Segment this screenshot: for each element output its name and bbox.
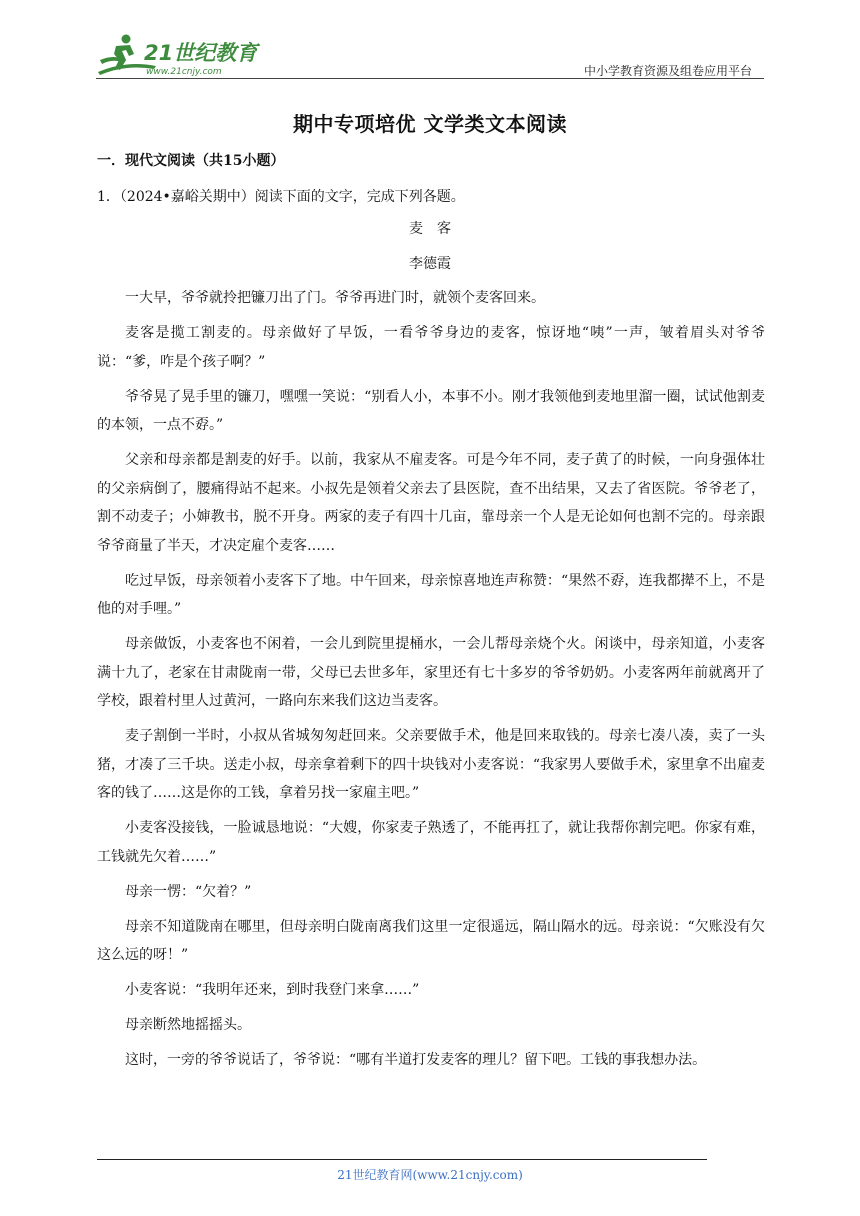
story-title: 麦 客 [409,221,451,237]
footer-link[interactable]: 21世纪教育网(www.21cnjy.com) [337,1168,523,1182]
paragraph: 吃过早饭，母亲领着小麦客下了地。中午回来，母亲惊喜地连声称赞：“果然不孬，连我都撵不上，不是他的对手哩。” [97,572,765,617]
paragraph: 小麦客没接钱，一脸诚恳地说：“大嫂，你家麦子熟透了，不能再扛了，就让我帮你割完吧。你家有难，工钱就先欠着……” [97,820,765,865]
story-body [97,284,765,1081]
paragraph: 父亲和母亲都是割麦的好手。以前，我家从不雇麦客。可是今年不同，麦子黄了的时候，一向身强体壮的父亲病倒了，腰痛得站不起来。小叔先是领着父亲去了县医院，查不出结果，又去了省医院。爷爷老了，割不动麦子；小婶教书，脱不开身。两家的麦子有四十几亩，靠母亲一个人是无论如何也割不完的。母亲跟爷爷商量了半天，才决定雇个麦客…… [97,452,765,554]
page-title: 期中专项培优 文学类文本阅读 [293,112,567,136]
section-heading: 一．现代文阅读（共15小题） [97,153,285,169]
paragraph: 麦子割倒一半时，小叔从省城匆匆赶回来。父亲要做手术，他是回来取钱的。母亲七凑八凑，卖了一头猪，才凑了三千块。送走小叔，母亲拿着剩下的四十块钱对小麦客说：“我家男人要做手术，家里拿不出雇麦客的钱了……这是你的工钱，拿着另找一家雇主吧。” [97,728,765,801]
logo-url: www.21cnjy.com [146,67,222,77]
paragraph: 麦客是揽工割麦的。母亲做好了早饭，一看爷爷身边的麦客，惊讶地“咦”一声，皱着眉头对爷爷说：“爹，咋是个孩子啊？” [97,325,765,370]
platform-label: 中小学教育资源及组卷应用平台 [583,64,752,78]
question-stem: 1．（2024•嘉峪关期中）阅读下面的文字，完成下列各题。 [97,189,465,205]
footer-divider [97,1159,707,1160]
paragraph: 爷爷晃了晃手里的镰刀，嘿嘿一笑说：“别看人小，本事不小。刚才我领他到麦地里溜一圈，试试他割麦的本领，一点不孬。” [97,388,765,433]
paragraph: 母亲断然地摇摇头。 [125,1017,251,1033]
paragraph: 母亲不知道陇南在哪里，但母亲明白陇南离我们这里一定很遥远，隔山隔水的远。母亲说：“欠账没有欠这么远的呀！” [97,918,765,963]
paragraph: 这时，一旁的爷爷说话了，爷爷说：“哪有半道打发麦客的理儿？留下吧。工钱的事我想办法。 [125,1052,707,1068]
header-divider [96,78,764,79]
logo [96,30,266,78]
logo-text: 21世纪教育 [144,41,258,65]
paragraph: 母亲一愣：“欠着？” [125,883,252,900]
page-header [96,30,764,80]
paragraph: 一大早，爷爷就拎把镰刀出了门。爷爷再进门时，就领个麦客回来。 [125,290,545,306]
story-author: 李德霞 [409,256,451,272]
paragraph: 母亲做饭，小麦客也不闲着，一会儿到院里提桶水，一会儿帮母亲烧个火。闲谈中，母亲知道，小麦客满十九了，老家在甘肃陇南一带，父母已去世多年，家里还有七十多岁的爷爷奶奶。小麦客两年前就离开了学校，跟着村里人过黄河，一路向东来我们这边当麦客。 [97,636,765,709]
paragraph: 小麦客说：“我明年还来，到时我登门来拿……” [125,982,420,998]
